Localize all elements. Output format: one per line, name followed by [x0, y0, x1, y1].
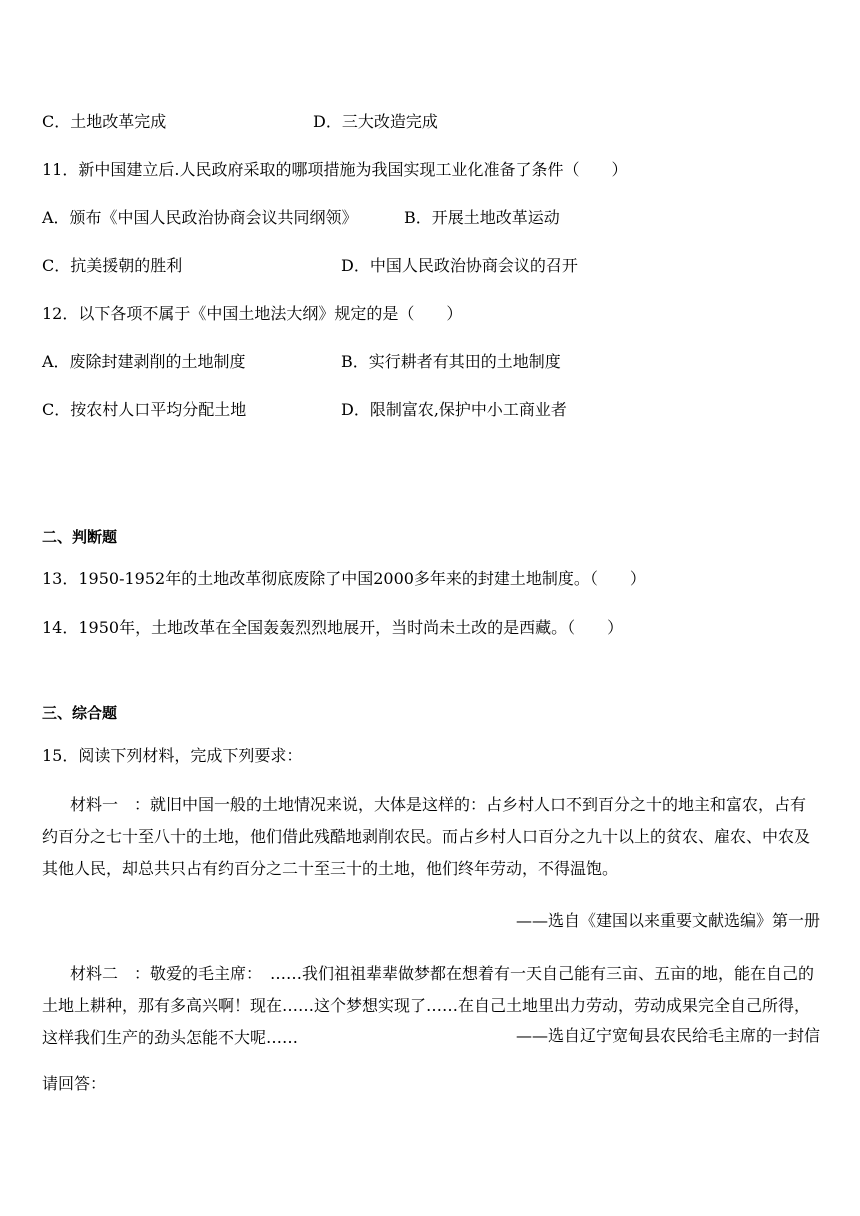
q12-option-d: D．限制富农,保护中小工商业者 — [341, 400, 567, 419]
q12-option-c: C．按农村人口平均分配土地 — [42, 400, 247, 419]
q12-option-b: B．实行耕者有其田的土地制度 — [341, 352, 561, 371]
material-two-text: 材料二 ：敬爱的毛主席： ……我们祖祖辈辈做梦都在想着有一天自己能有三亩、五亩的地，能在自己的土地上耕种，那有多高兴啊！现在……这个梦想实现了……在自己土地里出力劳动，劳动成果完全自己所得，这样我们生产的劲头怎能不大呢…… — [42, 964, 815, 1047]
q12-stem: 12．以下各项不属于《中国土地法大纲》规定的是（ ） — [42, 304, 463, 323]
q12-option-a: A．废除封建剥削的土地制度 — [42, 352, 246, 371]
section-title-judgment: 二、判断题 — [42, 528, 118, 546]
q10-option-c: C．土地改革完成 — [42, 112, 167, 131]
q11-option-c: C．抗美援朝的胜利 — [42, 256, 183, 275]
q15-stem: 15．阅读下列材料，完成下列要求： — [42, 746, 303, 765]
material-two-source: ——选自辽宁宽甸县农民给毛主席的一封信 — [515, 1026, 820, 1045]
q11-stem: 11．新中国建立后.人民政府采取的哪项措施为我国实现工业化准备了条件（ ） — [42, 160, 628, 179]
q11-option-b: B．开展土地改革运动 — [404, 208, 560, 227]
q11-option-d: D．中国人民政治协商会议的召开 — [341, 256, 578, 275]
material-one-text: 材料一 ：就旧中国一般的土地情况来说，大体是这样的：占乡村人口不到百分之十的地主和富农，占有约百分之七十至八十的土地，他们借此残酷地剥削农民。而占乡村人口百分之九十以上的贫农、雇农、中农及其他人民，却总共只占有约百分之二十至三十的土地，他们终年劳动，不得温饱。 — [42, 795, 811, 878]
material-one-paragraph — [42, 789, 820, 885]
answer-prompt: 请回答： — [42, 1074, 107, 1093]
q10-option-d: D．三大改造完成 — [313, 112, 438, 131]
material-one-source: ——选自《建国以来重要文献选编》第一册 — [515, 911, 820, 930]
section-title-comprehensive: 三、综合题 — [42, 704, 118, 722]
q14-stem: 14．1950年，土地改革在全国轰轰烈烈地展开，当时尚未土改的是西藏。（ ） — [42, 618, 624, 637]
q11-option-a: A．颁布《中国人民政治协商会议共同纲领》 — [42, 208, 358, 227]
q13-stem: 13．1950-1952年的土地改革彻底废除了中国2000多年来的封建土地制度。（ ） — [42, 569, 646, 588]
